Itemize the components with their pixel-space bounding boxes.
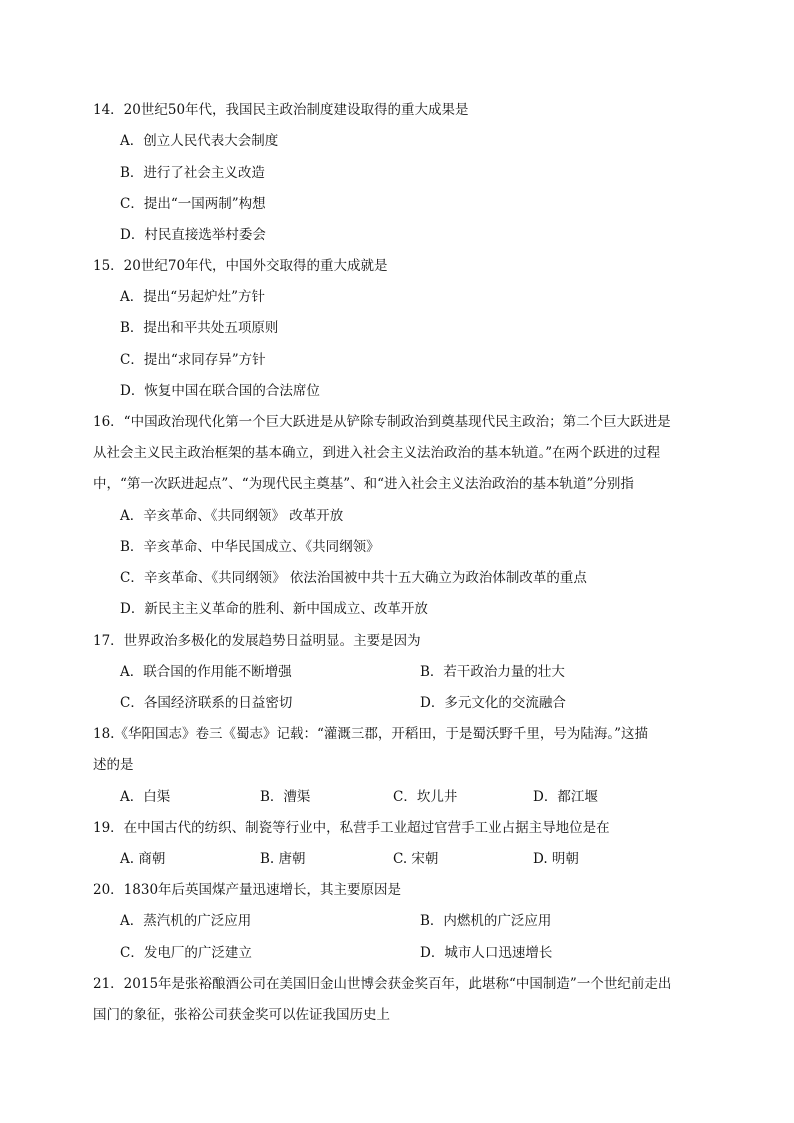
question-16-option-b: B．辛亥革命、中华民国成立、《共同纲领》: [120, 539, 380, 555]
question-20-option-a: A．蒸汽机的广泛应用: [120, 913, 252, 929]
question-18-option-b: B．漕渠: [260, 789, 311, 805]
question-16-stem-line-2: 从社会主义民主政治框架的基本确立，到进入社会主义法治政治的基本轨道。”在两个跃进的过程: [93, 445, 661, 461]
question-20-stem: 20．1830年后英国煤产量迅速增长，其主要原因是: [93, 882, 402, 898]
question-17-option-d: D．多元文化的交流融合: [420, 695, 566, 711]
question-15-option-b: B．提出和平共处五项原则: [120, 320, 279, 336]
question-15-option-d: D．恢复中国在联合国的合法席位: [120, 383, 320, 399]
question-14-stem: 14．20世纪50年代，我国民主政治制度建设取得的重大成果是: [93, 102, 469, 118]
question-16-option-c: C．辛亥革命、《共同纲领》 依法治国被中共十五大确立为政治体制改革的重点: [120, 570, 587, 586]
question-19-option-b: B. 唐朝: [260, 851, 306, 867]
question-20-option-b: B．内燃机的广泛应用: [420, 913, 552, 929]
question-19-stem: 19．在中国古代的纺织、制瓷等行业中，私营手工业超过官营手工业占据主导地位是在: [93, 820, 610, 836]
question-15-option-c: C．提出“求同存异”方针: [120, 352, 266, 368]
question-19-option-c: C. 宋朝: [393, 851, 439, 867]
question-14-option-c: C．提出“一国两制”构想: [120, 196, 266, 212]
question-14-option-d: D．村民直接选举村委会: [120, 227, 266, 243]
question-18-stem-line-2: 述的是: [93, 757, 134, 773]
question-21-stem-line-1: 21．2015年是张裕酿酒公司在美国旧金山世博会获金奖百年，此堪称“中国制造”一个世纪前走出: [93, 976, 672, 992]
question-18-option-c: C．坎儿井: [393, 789, 458, 805]
question-21-stem-line-2: 国门的象征，张裕公司获金奖可以佐证我国历史上: [93, 1007, 390, 1023]
question-19-option-d: D. 明朝: [533, 851, 579, 867]
question-16-option-a: A．辛亥革命、《共同纲领》 改革开放: [120, 508, 344, 524]
question-20-option-c: C．发电厂的广泛建立: [120, 945, 252, 961]
question-20-option-d: D．城市人口迅速增长: [420, 945, 553, 961]
question-18-stem-line-1: 18.《华阳国志》卷三《蜀志》记载：“灌溉三郡，开稻田，于是蜀沃野千里，号为陆海。”这描: [93, 726, 649, 742]
question-17-stem: 17．世界政治多极化的发展趋势日益明显。主要是因为: [93, 633, 421, 649]
question-17-option-c: C．各国经济联系的日益密切: [120, 695, 293, 711]
question-14-option-a: A．创立人民代表大会制度: [120, 133, 279, 149]
question-18-option-a: A．白渠: [120, 789, 171, 805]
question-15-stem: 15．20世纪70年代，中国外交取得的重大成就是: [93, 258, 388, 274]
question-18-option-d: D．都江堰: [533, 789, 598, 805]
question-17-option-b: B．若干政治力量的壮大: [420, 664, 565, 680]
question-15-option-a: A．提出“另起炉灶”方针: [120, 289, 266, 305]
question-16-stem-line-1: 16．“中国政治现代化第一个巨大跃进是从铲除专制政治到奠基现代民主政治；第二个巨大跃进是: [93, 414, 671, 430]
question-19-option-a: A. 商朝: [120, 851, 166, 867]
question-17-option-a: A．联合国的作用能不断增强: [120, 664, 292, 680]
question-16-option-d: D．新民主主义革命的胜利、新中国成立、改革开放: [120, 601, 428, 617]
question-16-stem-line-3: 中，“第一次跃进起点”、“为现代民主奠基”、和“进入社会主义法治政治的基本轨道”分别指: [93, 476, 634, 492]
question-14-option-b: B．进行了社会主义改造: [120, 165, 265, 181]
